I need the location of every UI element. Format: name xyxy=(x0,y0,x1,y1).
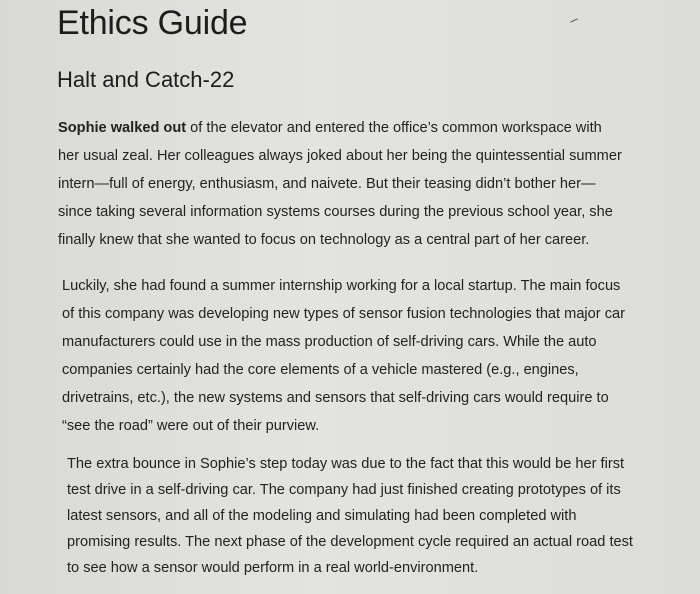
paragraph-line: since taking several information systems courses during the previous school year, she xyxy=(58,204,613,220)
paragraph-line: test drive in a self-driving car. The company had just finished creating prototypes of its xyxy=(67,482,621,498)
paragraph-line: The extra bounce in Sophie’s step today was due to the fact that this would be her first xyxy=(67,456,625,472)
paragraph-line: intern—full of energy, enthusiasm, and naivete. But their teasing didn’t bother her— xyxy=(58,176,596,192)
paragraph-line: of this company was developing new types of sensor fusion technologies that major car xyxy=(62,306,625,322)
paragraph-line: drivetrains, etc.), the new systems and sensors that self-driving cars would require to xyxy=(62,390,609,406)
paragraph-line: promising results. The next phase of the development cycle required an actual road test xyxy=(67,534,633,550)
paragraph-1 xyxy=(58,114,622,254)
paragraph-line: Luckily, she had found a summer internship working for a local startup. The main focus xyxy=(62,278,621,294)
paragraph-line: finally knew that she wanted to focus on technology as a central part of her career. xyxy=(58,232,590,248)
paragraph-line: manufacturers could use in the mass production of self-driving cars. While the auto xyxy=(62,334,597,350)
stray-mark xyxy=(570,18,578,22)
section-title: Halt and Catch-22 xyxy=(57,67,235,92)
paragraph-line: “see the road” were out of their purview. xyxy=(62,418,320,434)
paragraph-line: companies certainly had the core elements of a vehicle mastered (e.g., engines, xyxy=(62,362,579,378)
paragraph-line: her usual zeal. Her colleagues always joked about her being the quintessential summer xyxy=(58,148,622,164)
line-text: of the elevator and entered the office’s common workspace with xyxy=(186,120,602,136)
page-title: Ethics Guide xyxy=(57,4,248,42)
paragraph-2 xyxy=(62,272,625,440)
paragraph-line: to see how a sensor would perform in a real world-environment. xyxy=(67,560,479,576)
paragraph-line: latest sensors, and all of the modeling and simulating had been completed with xyxy=(67,508,577,524)
paragraph-3 xyxy=(67,451,633,581)
lead-in-bold: Sophie walked out xyxy=(58,120,187,136)
paragraph-line xyxy=(58,114,622,142)
